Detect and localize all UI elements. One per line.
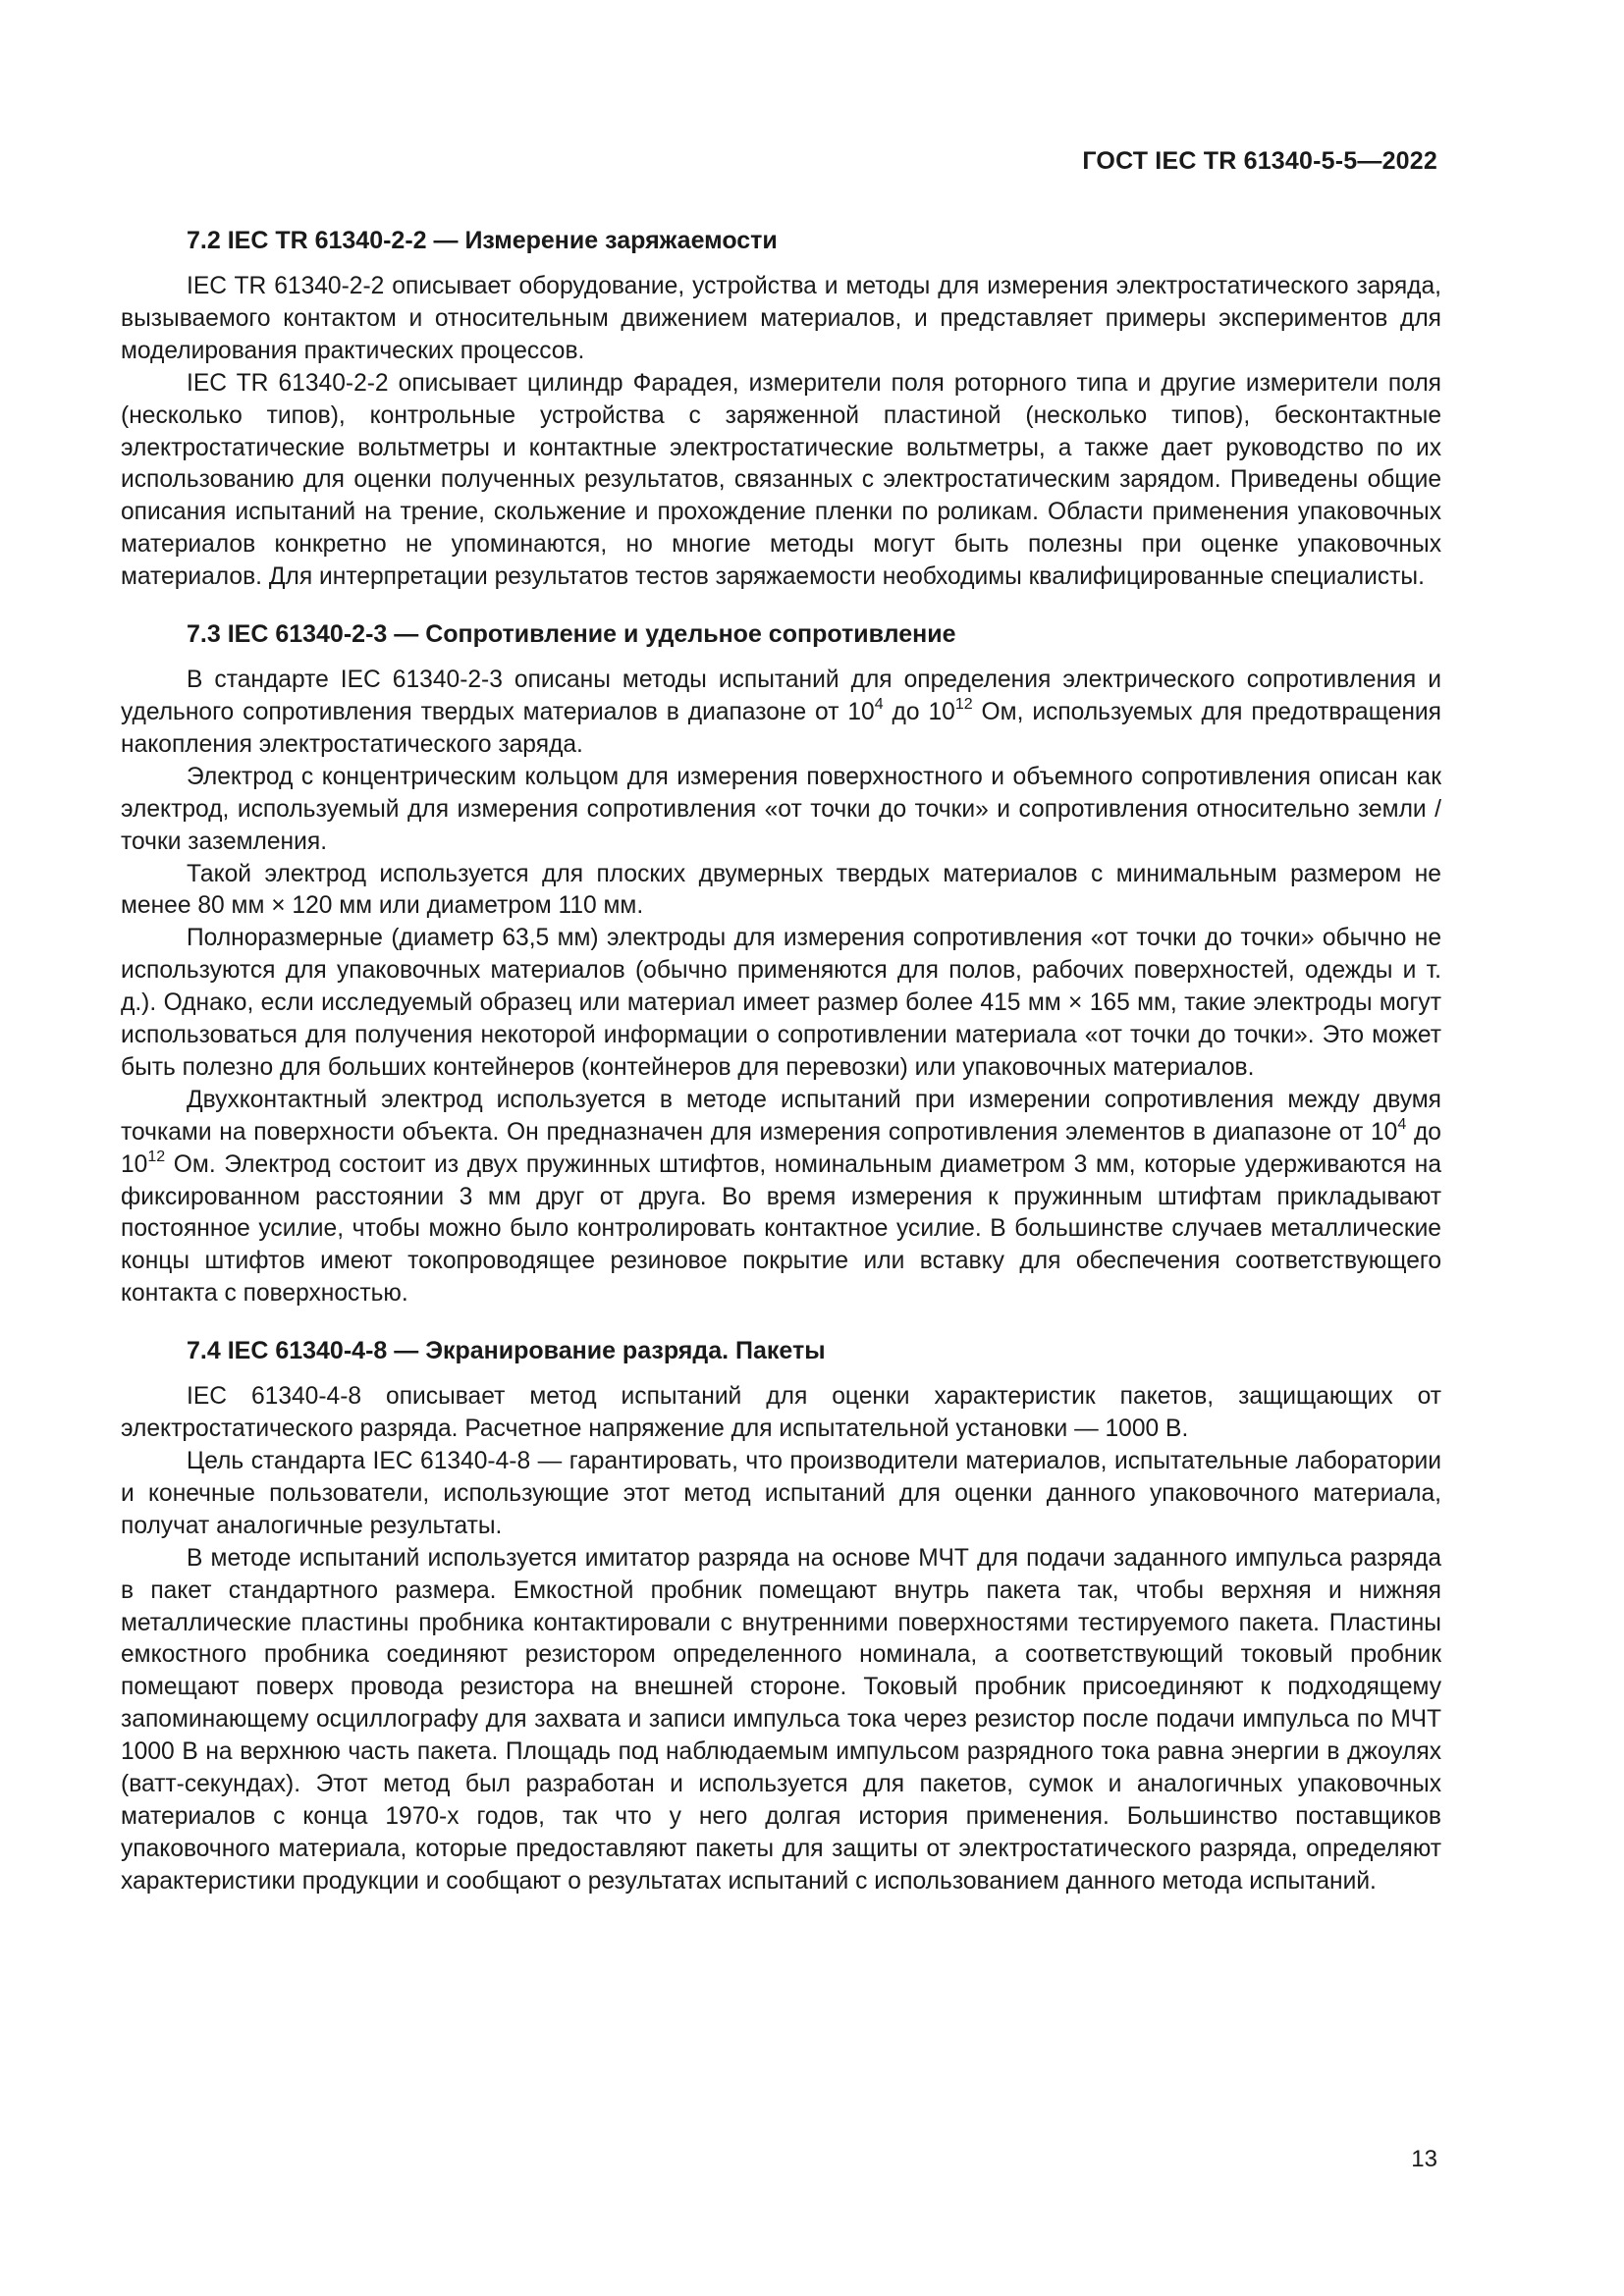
paragraph — [121, 1085, 1441, 1310]
section-title: 7.4 IEC 61340-4-8 — Экранирование разряда. Пакеты — [187, 1337, 826, 1365]
text-run: В стандарте IEC 61340-2-3 описаны методы испытаний для определения электрического сопротивления и удельного сопротивления твердых материалов в диапазоне от 10 — [121, 667, 1441, 725]
paragraph: Такой электрод используется для плоских двумерных твердых материалов с минимальным размером не менее 80 мм × 120 мм или диаметром 110 мм. — [121, 860, 1441, 920]
text-run: Ом, используемых для предотвращения накопления электростатического заряда. — [121, 698, 1441, 758]
paragraph — [121, 665, 1441, 762]
text-run: Двухконтактный электрод используется в методе испытаний при измерении сопротивления между двумя точками на поверхности объекта. Он предназначен для измерения сопротивления элементов в диапазоне от 10 — [121, 1086, 1441, 1146]
section-7-3 — [121, 617, 1441, 1310]
document-code-header: ГОСТ IEC TR 61340-5-5—2022 — [1082, 147, 1437, 175]
section-7-2 — [121, 224, 1441, 594]
text-run: Ом. Электрод состоит из двух пружинных штифтов, номинальным диаметром 3 мм, которые удерживаются на фиксированном расстоянии 3 мм друг от друга. Во время измерения к пружинным штифтам прикладывают постоянное усилие, чтобы можно было контролировать контактное усилие. В большинстве случаев металлические концы штифтов имеют токопроводящее резиновое покрытие или вставку для обеспечения соответствующего контакта с поверхностью. — [121, 1150, 1441, 1308]
paragraph: IEC TR 61340-2-2 описывает оборудование, устройства и методы для измерения электростатического заряда, вызываемого контактом и относительным движением материалов, и представляет примеры экспериментов для моделирования практических процессов. — [121, 273, 1441, 364]
superscript: 4 — [874, 695, 884, 713]
paragraph: Электрод с концентрическим кольцом для измерения поверхностного и объемного сопротивления описан как электрод, используемый для измерения сопротивления «от точки до точки» и сопротивления относительно земли / точки заземления. — [121, 763, 1441, 855]
page-number: 13 — [1411, 2146, 1437, 2172]
paragraph: Полноразмерные (диаметр 63,5 мм) электроды для измерения сопротивления «от точки до точки» обычно не используются для упаковочных материалов (обычно применяются для полов, рабочих поверхностей, одежды и т. д.). Однако, если исследуемый образец или материал имеет размер более 415 мм × 165 мм, такие электроды могут использоваться для получения некоторой информации о сопротивлении материала «от точки до точки». Это может быть полезно для больших контейнеров (контейнеров для перевозки) или упаковочных материалов. — [121, 925, 1441, 1081]
text-run: до 10 — [883, 698, 955, 725]
superscript: 4 — [1397, 1115, 1407, 1133]
paragraph: IEC 61340-4-8 описывает метод испытаний для оценки характеристик пакетов, защищающих от электростатического разряда. Расчетное напряжение для испытательной установки — 1000 В. — [121, 1383, 1441, 1443]
section-7-4 — [121, 1334, 1441, 1898]
superscript: 12 — [147, 1148, 166, 1165]
superscript: 12 — [954, 695, 973, 713]
text-run: до 10 — [121, 1118, 1441, 1178]
paragraph: IEC TR 61340-2-2 описывает цилиндр Фарадея, измерители поля роторного типа и другие измерители поля (несколько типов), контрольные устройства с заряженной пластиной (несколько типов), бесконтактные электростатические вольтметры и контактные электростатические вольтметры, а также дает руководство по их использованию для оценки полученных результатов, связанных с электростатическим зарядом. Приведены общие описания испытаний на трение, скольжение и прохождение пленки по роликам. Области применения упаковочных материалов конкретно не упоминаются, но многие методы могут быть полезны при оценке упаковочных материалов. Для интерпретации результатов тестов заряжаемости необходимы квалифицированные специалисты. — [121, 369, 1441, 591]
section-title: 7.2 IEC TR 61340-2-2 — Измерение заряжаемости — [187, 227, 778, 254]
paragraph: Цель стандарта IEC 61340-4-8 — гарантировать, что производители материалов, испытательные лаборатории и конечные пользователи, использующие этот метод испытаний для оценки данного упаковочного материала, получат аналогичные результаты. — [121, 1448, 1441, 1539]
section-title: 7.3 IEC 61340-2-3 — Сопротивление и удельное сопротивление — [187, 620, 956, 649]
paragraph: В методе испытаний используется имитатор разряда на основе МЧТ для подачи заданного импульса разряда в пакет стандартного размера. Емкостной пробник помещают внутрь пакета так, чтобы верхняя и нижняя металлические пластины пробника контактировали с внутренними поверхностями тестируемого пакета. Пластины емкостного пробника соединяют резистором определенного номинала, а соответствующий токовый пробник помещают поверх провода резистора на внешней стороне. Токовый пробник присоединяют к подходящему запоминающему осциллографу для захвата и записи импульса тока через резистор после подачи импульса по МЧТ 1000 В на верхнюю часть пакета. Площадь под наблюдаемым импульсом разрядного тока равна энергии в джоулях (ватт-секундах). Этот метод был разработан и используется для пакетов, сумок и аналогичных упаковочных материалов с конца 1970-х годов, так что у него долгая история применения. Большинство поставщиков упаковочного материала, которые предоставляют пакеты для защиты от электростатического разряда, определяют характеристики продукции и сообщают о результатах испытаний с использованием данного метода испытаний. — [121, 1544, 1441, 1895]
document-body — [121, 224, 1441, 1922]
